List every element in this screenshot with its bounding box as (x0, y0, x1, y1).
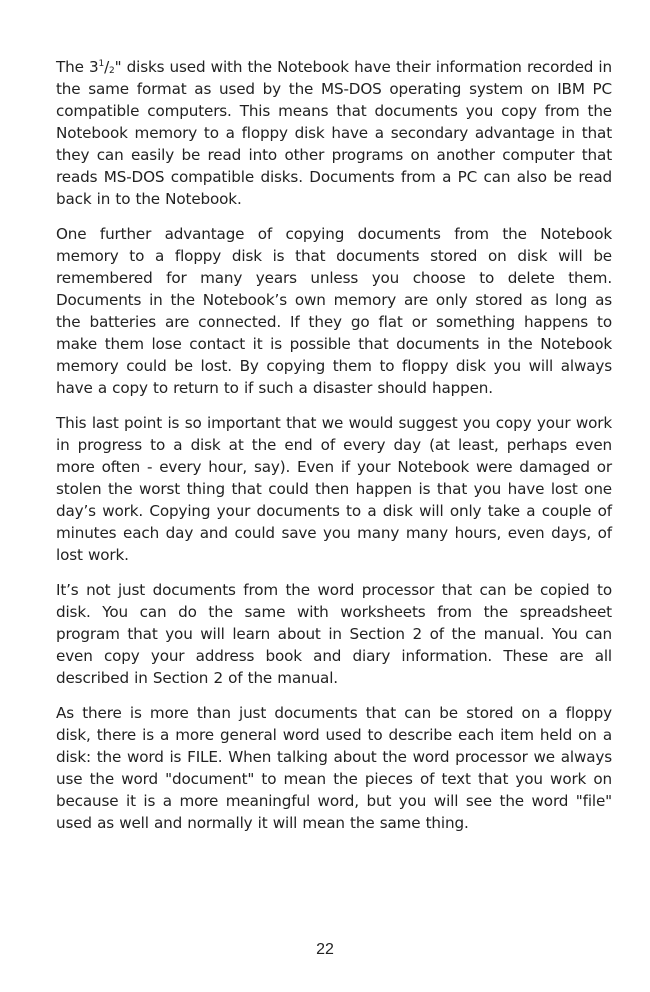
paragraph-backup-advantage: One further advantage of copying documents from the Notebook memory to a floppy disk is that documents stored on disk will be remembered for many years unless you choose to delete them. Documents in the Notebook’s own memory are only stored as long as the batteries are connected. If they go flat or something happens to make them lose contact it is possible that documents in the Notebook memory could be lost. By copying them to floppy disk you will always have a copy to return to if such a disaster should happen. (56, 225, 612, 397)
paragraph-daily-copy: This last point is so important that we would suggest you copy your work in progress to a disk at the end of every day (at least, perhaps even more often - every hour, say). Even if your Notebook were damaged or stolen the worst thing that could then happen is that you have lost one day’s work. Copying your documents to a disk will only take a couple of minutes each day and could save you many many hours, even days, of lost work. (56, 414, 612, 564)
page-number: 22 (316, 941, 334, 958)
fraction-three-and-a-half (99, 58, 115, 76)
paragraph-file-term: As there is more than just documents that can be stored on a floppy disk, there is a more general word used to describe each item held on a disk: the word is FILE. When talking about the word processor we always use the word "document" to mean the pieces of text that you work on because it is a more meaningful word, but you will see the word "file" used as well and normally it will mean the same thing. (56, 704, 612, 832)
document-page (56, 56, 612, 847)
paragraph-disk-format (56, 56, 612, 210)
paragraph-other-data: It’s not just documents from the word processor that can be copied to disk. You can do the same with worksheets from the spreadsheet program that you will learn about in Section 2 of the manual. You can even copy your address book and diary information. These are all described in Section 2 of the manual. (56, 581, 612, 687)
fraction-denominator: 2 (109, 66, 115, 76)
paragraph-lead-text: The 3 (56, 58, 99, 76)
fraction-slash: / (104, 58, 110, 76)
fraction-numerator: 1 (98, 59, 105, 69)
paragraph-body-text: " disks used with the Notebook have their information recorded in the same format as used by the MS-DOS operating system on IBM PC compatible computers. This means that documents you copy from the Notebook memory to a floppy disk have a secondary advantage in that they can easily be read into other programs on another computer that reads MS-DOS compatible disks. Documents from a PC can also be read back in to the Notebook. (56, 58, 612, 208)
